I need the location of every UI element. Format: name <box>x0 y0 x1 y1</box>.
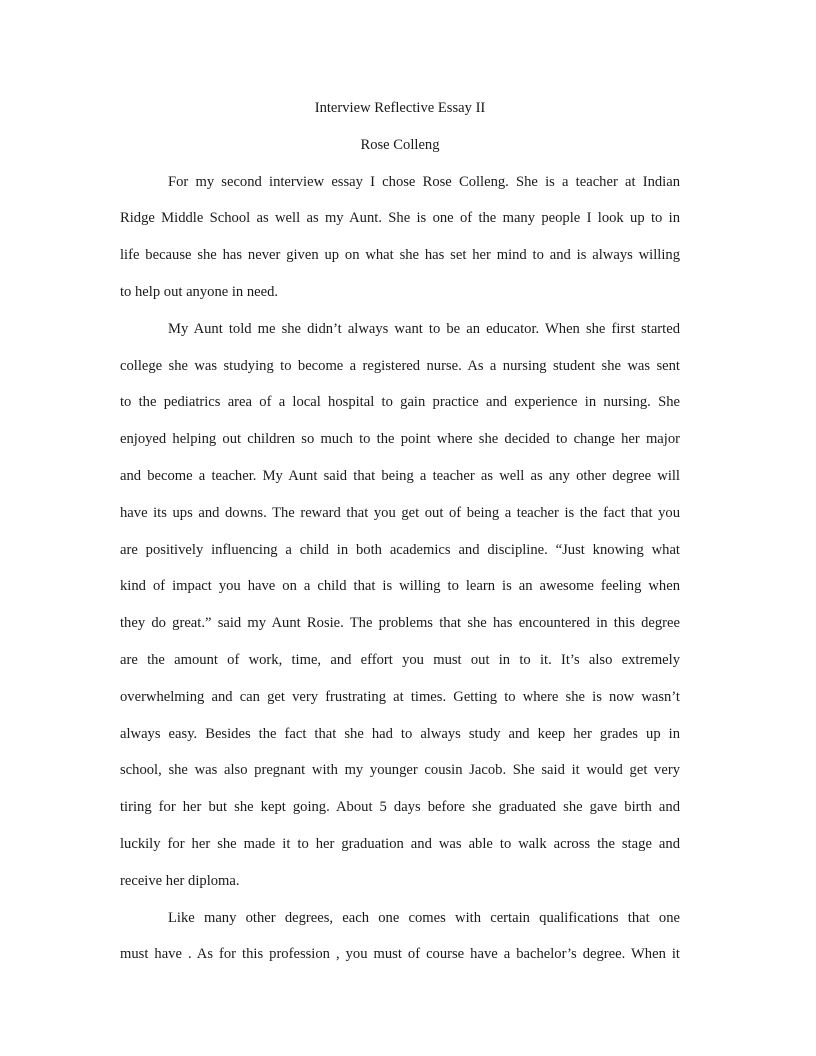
paragraph-line: Like many other degrees, each one comes with certain qualifications that one <box>168 909 680 926</box>
paragraph-line: receive her diploma. <box>120 872 240 889</box>
paragraph-line: overwhelming and can get very frustrating at times. Getting to where she is now wasn’t <box>120 688 680 705</box>
essay-author: Rose Colleng <box>360 136 440 153</box>
paragraph-line: have its ups and downs. The reward that you get out of being a teacher is the fact that you <box>120 504 680 521</box>
paragraph-line: to the pediatrics area of a local hospital to gain practice and experience in nursing. She <box>120 394 680 411</box>
paragraph-line: are the amount of work, time, and effort you must out in to it. It’s also extremely <box>120 651 680 668</box>
essay-title: Interview Reflective Essay II <box>314 100 486 116</box>
paragraph-line: enjoyed helping out children so much to the point where she decided to change her major <box>120 431 680 448</box>
paragraph-2 <box>120 311 680 900</box>
document-body <box>120 90 680 973</box>
paragraph-3 <box>120 900 680 974</box>
paragraph-line: they do great.” said my Aunt Rosie. The problems that she has encountered in this degree <box>120 615 680 632</box>
paragraph-1 <box>120 164 680 311</box>
paragraph-line: always easy. Besides the fact that she had to always study and keep her grades up in <box>120 725 680 742</box>
paragraph-line: life because she has never given up on what she has set her mind to and is always willing <box>120 247 680 264</box>
paragraph-line: to help out anyone in need. <box>120 283 279 300</box>
paragraph-line: are positively influencing a child in both academics and discipline. “Just knowing what <box>120 541 680 558</box>
paragraph-line: and become a teacher. My Aunt said that being a teacher as well as any other degree will <box>120 467 680 484</box>
paragraph-line: tiring for her but she kept going. About 5 days before she graduated she gave birth and <box>120 799 680 816</box>
paragraph-line: Ridge Middle School as well as my Aunt. She is one of the many people I look up to in <box>120 210 680 227</box>
paragraph-line: school, she was also pregnant with my younger cousin Jacob. She said it would get very <box>120 762 680 779</box>
paragraph-line: For my second interview essay I chose Rose Colleng. She is a teacher at Indian <box>168 173 680 190</box>
paragraph-line: My Aunt told me she didn’t always want to be an educator. When she first started <box>168 320 680 337</box>
paragraph-line: must have . As for this profession , you must of course have a bachelor’s degree. When it <box>120 946 680 963</box>
paragraph-line: luckily for her she made it to her graduation and was able to walk across the stage and <box>120 835 680 852</box>
paragraph-line: kind of impact you have on a child that is willing to learn is an awesome feeling when <box>120 578 680 595</box>
paragraph-line: college she was studying to become a registered nurse. As a nursing student she was sent <box>120 357 680 374</box>
